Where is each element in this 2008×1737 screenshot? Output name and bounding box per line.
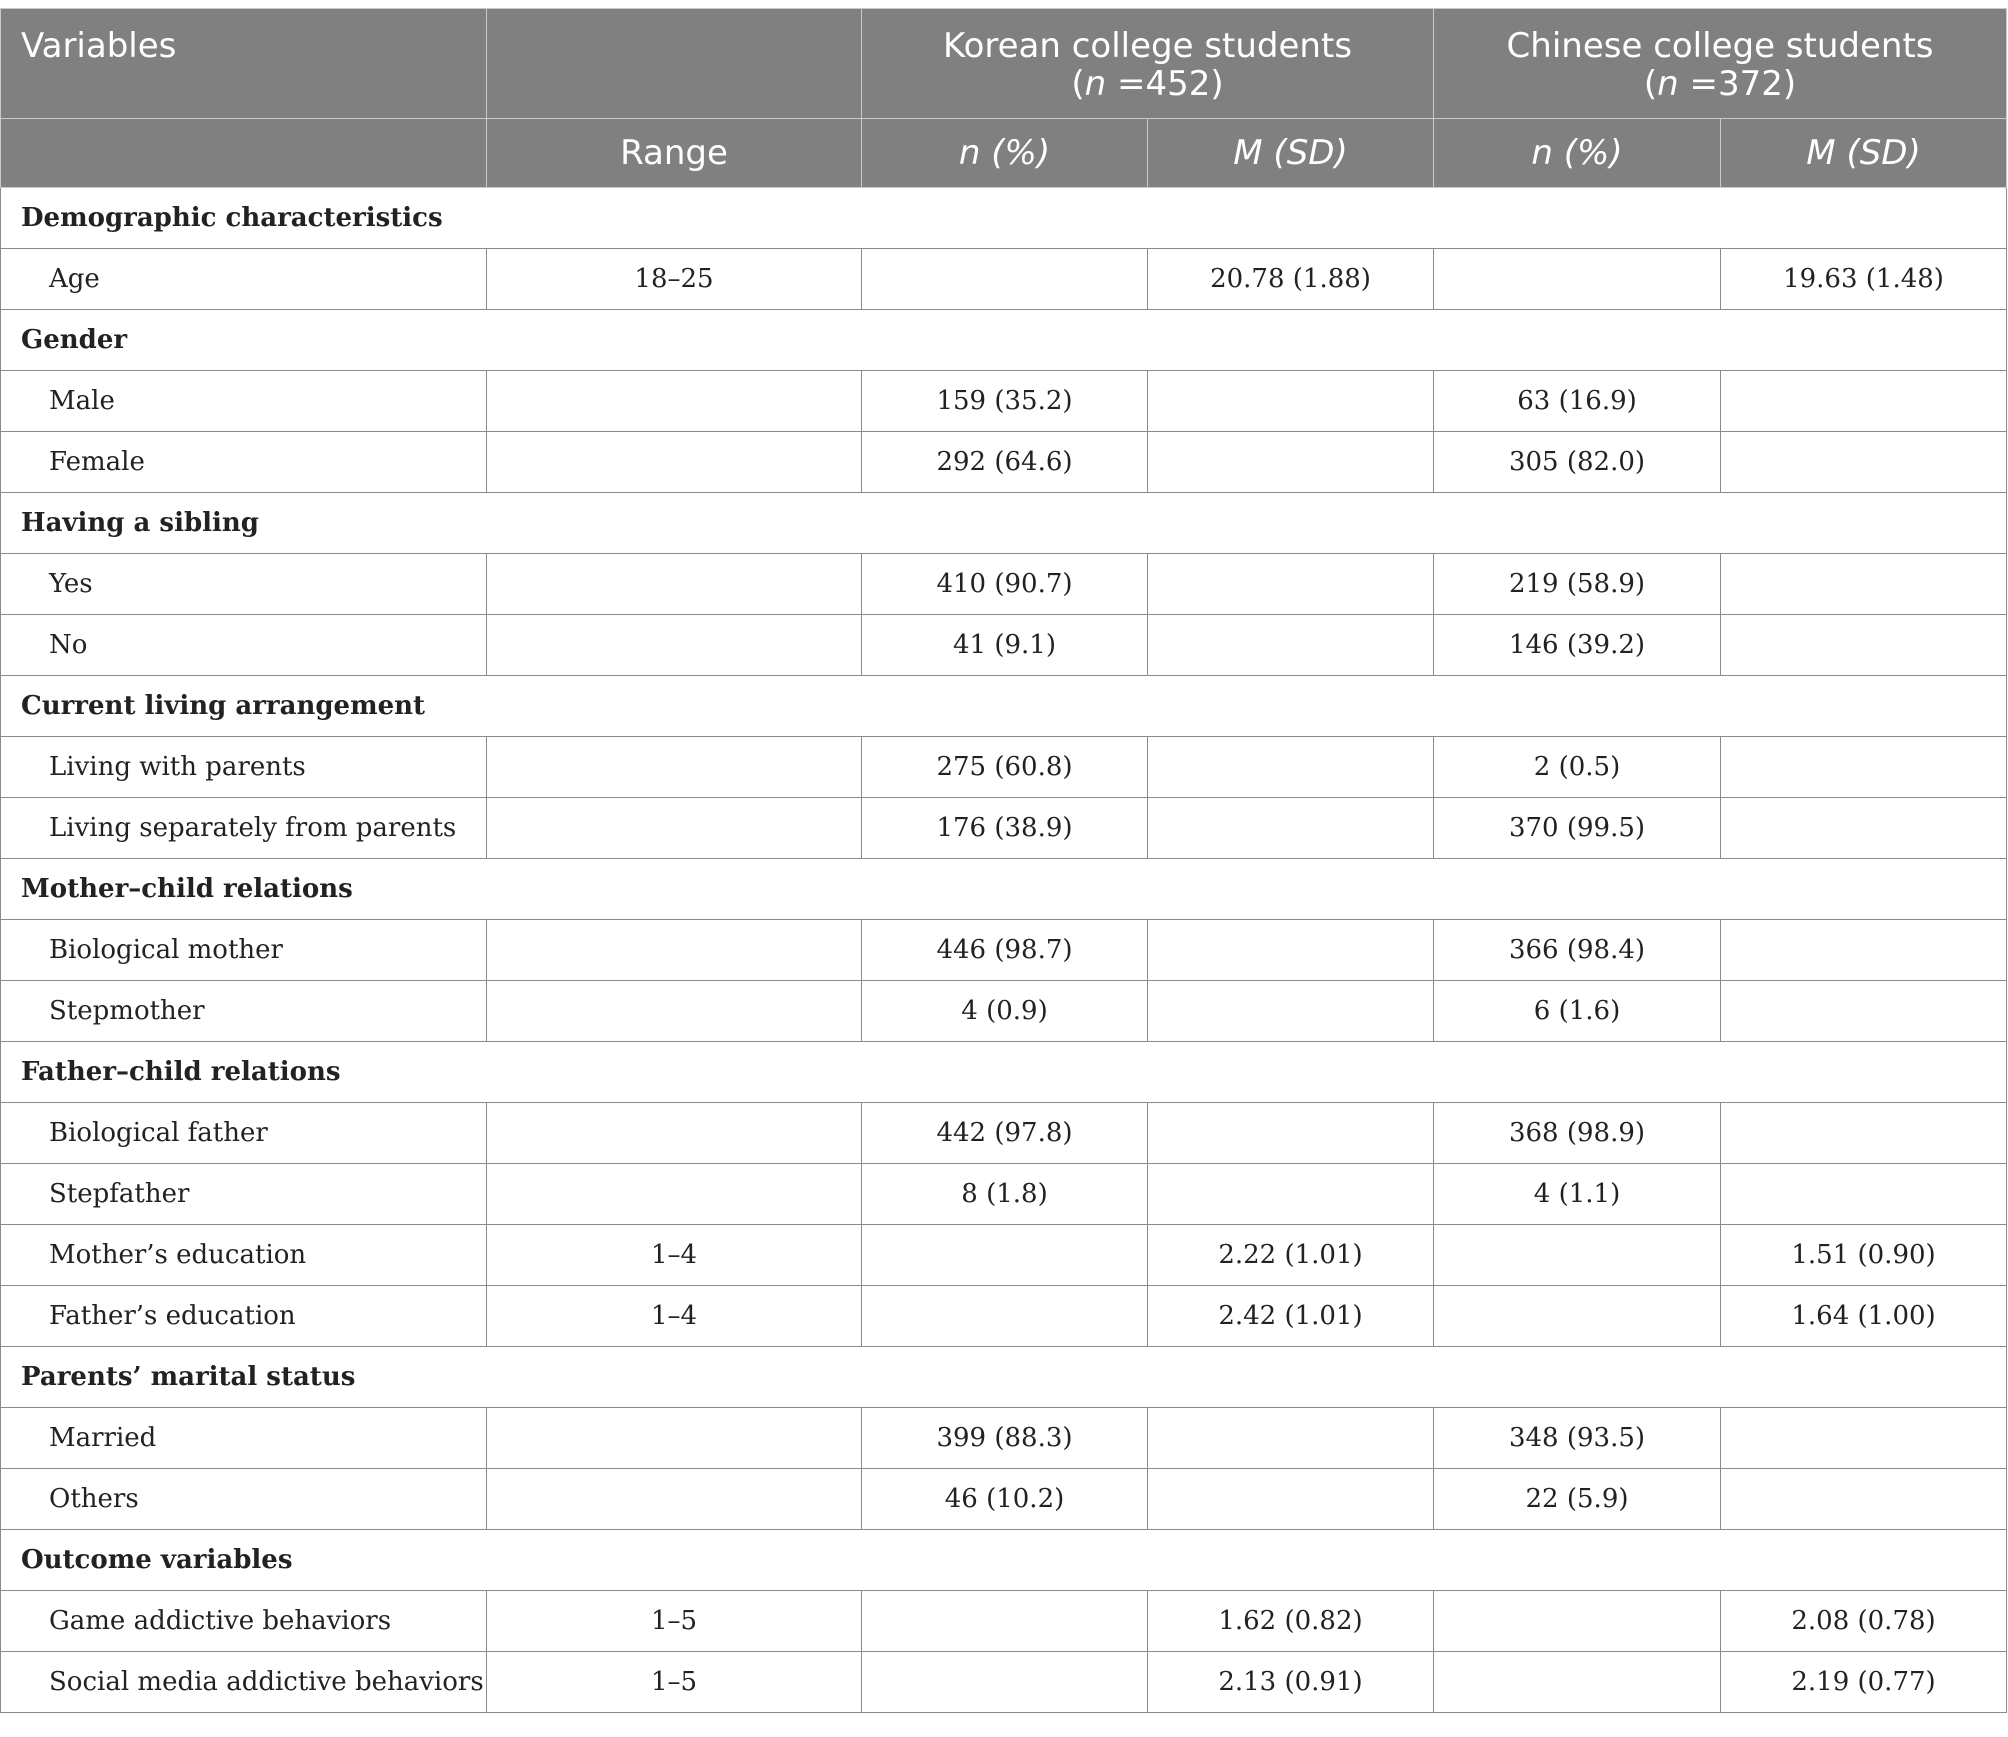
table-row: [1, 1408, 2007, 1469]
table-row: [1, 432, 2007, 493]
korean-n-pct-cell: 46 (10.2): [862, 1469, 1148, 1530]
header-chinese-n-symbol: n: [1657, 64, 1679, 104]
table-row: [1, 1286, 2007, 1347]
chinese-m-sd-cell: [1721, 981, 2007, 1042]
chinese-m-sd-cell: [1721, 737, 2007, 798]
chinese-n-pct-cell: 366 (98.4): [1434, 920, 1721, 981]
range-cell: [487, 1103, 862, 1164]
korean-m-sd-cell: [1148, 371, 1434, 432]
row-label: Living with parents: [1, 737, 487, 798]
row-label: Father’s education: [1, 1286, 487, 1347]
table-row: [1, 920, 2007, 981]
range-cell: [487, 798, 862, 859]
row-label: Yes: [1, 554, 487, 615]
table-row: [1, 798, 2007, 859]
korean-n-pct-cell: 446 (98.7): [862, 920, 1148, 981]
header-row-top: [1, 9, 2007, 119]
korean-m-sd-cell: [1148, 554, 1434, 615]
chinese-n-pct-cell: 146 (39.2): [1434, 615, 1721, 676]
chinese-m-sd-cell: [1721, 615, 2007, 676]
korean-n-pct-cell: 4 (0.9): [862, 981, 1148, 1042]
section-label: Current living arrangement: [1, 676, 2007, 737]
range-cell: [487, 615, 862, 676]
korean-m-sd-cell: 1.62 (0.82): [1148, 1591, 1434, 1652]
chinese-m-sd-cell: 2.08 (0.78): [1721, 1591, 2007, 1652]
korean-m-sd-cell: [1148, 737, 1434, 798]
chinese-n-pct-cell: [1434, 1225, 1721, 1286]
table-row: [1, 1591, 2007, 1652]
section-row: [1, 1530, 2007, 1591]
header-chinese-n-pct-rest: (%): [1552, 133, 1623, 173]
korean-n-pct-cell: 159 (35.2): [862, 371, 1148, 432]
row-label: Others: [1, 1469, 487, 1530]
row-label: No: [1, 615, 487, 676]
chinese-m-sd-cell: [1721, 554, 2007, 615]
section-label: Mother–child relations: [1, 859, 2007, 920]
header-korean-n-pct: [862, 119, 1148, 188]
row-label: Game addictive behaviors: [1, 1591, 487, 1652]
korean-n-pct-cell: [862, 249, 1148, 310]
range-cell: [487, 1469, 862, 1530]
korean-m-sd-cell: [1148, 432, 1434, 493]
korean-n-pct-cell: 41 (9.1): [862, 615, 1148, 676]
section-label: Parents’ marital status: [1, 1347, 2007, 1408]
section-row: [1, 1042, 2007, 1103]
section-row: [1, 859, 2007, 920]
range-cell: 1–5: [487, 1591, 862, 1652]
korean-m-sd-cell: 2.42 (1.01): [1148, 1286, 1434, 1347]
table-row: [1, 737, 2007, 798]
table-row: [1, 1164, 2007, 1225]
chinese-n-pct-cell: [1434, 1652, 1721, 1713]
korean-m-sd-cell: [1148, 1164, 1434, 1225]
chinese-n-pct-cell: 370 (99.5): [1434, 798, 1721, 859]
row-label: Stepmother: [1, 981, 487, 1042]
range-cell: [487, 1164, 862, 1225]
range-cell: 1–4: [487, 1286, 862, 1347]
korean-n-pct-cell: 8 (1.8): [862, 1164, 1148, 1225]
row-label: Mother’s education: [1, 1225, 487, 1286]
row-label: Married: [1, 1408, 487, 1469]
table-row: [1, 371, 2007, 432]
range-cell: 1–4: [487, 1225, 862, 1286]
range-cell: [487, 920, 862, 981]
header-chinese-n-value: =372): [1678, 64, 1797, 104]
row-label: Social media addictive behaviors: [1, 1652, 487, 1713]
range-cell: [487, 1408, 862, 1469]
section-label: Having a sibling: [1, 493, 2007, 554]
korean-n-pct-cell: [862, 1591, 1148, 1652]
row-label: Male: [1, 371, 487, 432]
korean-n-pct-cell: 275 (60.8): [862, 737, 1148, 798]
header-chinese-m-sd: [1721, 119, 2007, 188]
table-body: [1, 188, 2007, 1713]
header-korean-n-symbol: n: [1084, 64, 1107, 104]
row-label: Stepfather: [1, 1164, 487, 1225]
row-label: Biological mother: [1, 920, 487, 981]
section-row: [1, 493, 2007, 554]
section-label: Demographic characteristics: [1, 188, 2007, 249]
table-row: [1, 1225, 2007, 1286]
chinese-m-sd-cell: [1721, 371, 2007, 432]
header-korean: Korean college students (n =452): [862, 9, 1434, 119]
chinese-n-pct-cell: 348 (93.5): [1434, 1408, 1721, 1469]
header-chinese-n-pct-symbol: n: [1531, 133, 1553, 173]
row-label: Female: [1, 432, 487, 493]
chinese-m-sd-cell: [1721, 432, 2007, 493]
range-cell: 1–5: [487, 1652, 862, 1713]
row-label: Biological father: [1, 1103, 487, 1164]
korean-n-pct-cell: 442 (97.8): [862, 1103, 1148, 1164]
range-cell: [487, 371, 862, 432]
korean-m-sd-cell: 20.78 (1.88): [1148, 249, 1434, 310]
demographics-table: [0, 8, 2007, 1713]
table-row: [1, 615, 2007, 676]
table-row: [1, 1103, 2007, 1164]
chinese-n-pct-cell: [1434, 1591, 1721, 1652]
header-chinese: Chinese college students (n =372): [1434, 9, 2007, 119]
section-label: Outcome variables: [1, 1530, 2007, 1591]
range-cell: [487, 981, 862, 1042]
row-label: Age: [1, 249, 487, 310]
korean-m-sd-cell: [1148, 981, 1434, 1042]
range-cell: [487, 432, 862, 493]
header-row-sub: [1, 119, 2007, 188]
header-chinese-title: Chinese college students: [1506, 26, 1934, 66]
header-korean-title: Korean college students: [942, 26, 1353, 66]
chinese-m-sd-cell: 1.51 (0.90): [1721, 1225, 2007, 1286]
section-label: Father–child relations: [1, 1042, 2007, 1103]
header-korean-m-sd-text: M (SD): [1233, 133, 1348, 173]
chinese-m-sd-cell: 19.63 (1.48): [1721, 249, 2007, 310]
chinese-n-pct-cell: 63 (16.9): [1434, 371, 1721, 432]
korean-n-pct-cell: 399 (88.3): [862, 1408, 1148, 1469]
chinese-n-pct-cell: 368 (98.9): [1434, 1103, 1721, 1164]
table-row: [1, 554, 2007, 615]
section-row: [1, 676, 2007, 737]
chinese-n-pct-cell: [1434, 1286, 1721, 1347]
chinese-n-pct-cell: 2 (0.5): [1434, 737, 1721, 798]
header-chinese-n-pct: [1434, 119, 1721, 188]
table-row: [1, 1469, 2007, 1530]
chinese-n-pct-cell: 219 (58.9): [1434, 554, 1721, 615]
section-row: [1, 310, 2007, 371]
section-label: Gender: [1, 310, 2007, 371]
korean-m-sd-cell: 2.22 (1.01): [1148, 1225, 1434, 1286]
header-korean-m-sd: [1148, 119, 1434, 188]
header-korean-n-pct-symbol: n: [958, 133, 981, 173]
korean-m-sd-cell: [1148, 798, 1434, 859]
chinese-m-sd-cell: 2.19 (0.77): [1721, 1652, 2007, 1713]
header-chinese-m-sd-text: M (SD): [1806, 133, 1921, 173]
chinese-n-pct-cell: 22 (5.9): [1434, 1469, 1721, 1530]
section-row: [1, 188, 2007, 249]
chinese-n-pct-cell: 4 (1.1): [1434, 1164, 1721, 1225]
korean-n-pct-cell: 176 (38.9): [862, 798, 1148, 859]
korean-m-sd-cell: [1148, 920, 1434, 981]
chinese-m-sd-cell: [1721, 798, 2007, 859]
header-variables: Variables: [1, 9, 487, 119]
header-range: Range: [487, 119, 862, 188]
header-korean-n-pct-rest: (%): [980, 133, 1051, 173]
korean-n-pct-cell: 292 (64.6): [862, 432, 1148, 493]
korean-m-sd-cell: [1148, 1408, 1434, 1469]
korean-m-sd-cell: [1148, 615, 1434, 676]
range-cell: 18–25: [487, 249, 862, 310]
header-korean-n-value: =452): [1106, 64, 1224, 104]
korean-n-pct-cell: [862, 1225, 1148, 1286]
korean-n-pct-cell: [862, 1286, 1148, 1347]
korean-m-sd-cell: [1148, 1469, 1434, 1530]
section-row: [1, 1347, 2007, 1408]
chinese-m-sd-cell: [1721, 1408, 2007, 1469]
chinese-m-sd-cell: [1721, 1103, 2007, 1164]
chinese-n-pct-cell: 6 (1.6): [1434, 981, 1721, 1042]
korean-m-sd-cell: 2.13 (0.91): [1148, 1652, 1434, 1713]
chinese-n-pct-cell: [1434, 249, 1721, 310]
range-cell: [487, 554, 862, 615]
korean-n-pct-cell: 410 (90.7): [862, 554, 1148, 615]
table-row: [1, 981, 2007, 1042]
chinese-m-sd-cell: [1721, 1164, 2007, 1225]
chinese-m-sd-cell: 1.64 (1.00): [1721, 1286, 2007, 1347]
korean-m-sd-cell: [1148, 1103, 1434, 1164]
chinese-m-sd-cell: [1721, 920, 2007, 981]
header-sub-empty: [1, 119, 487, 188]
chinese-m-sd-cell: [1721, 1469, 2007, 1530]
row-label: Living separately from parents: [1, 798, 487, 859]
chinese-n-pct-cell: 305 (82.0): [1434, 432, 1721, 493]
korean-n-pct-cell: [862, 1652, 1148, 1713]
range-cell: [487, 737, 862, 798]
table-row: [1, 1652, 2007, 1713]
table-header: [1, 9, 2007, 188]
table-row: [1, 249, 2007, 310]
header-empty: [487, 9, 862, 119]
